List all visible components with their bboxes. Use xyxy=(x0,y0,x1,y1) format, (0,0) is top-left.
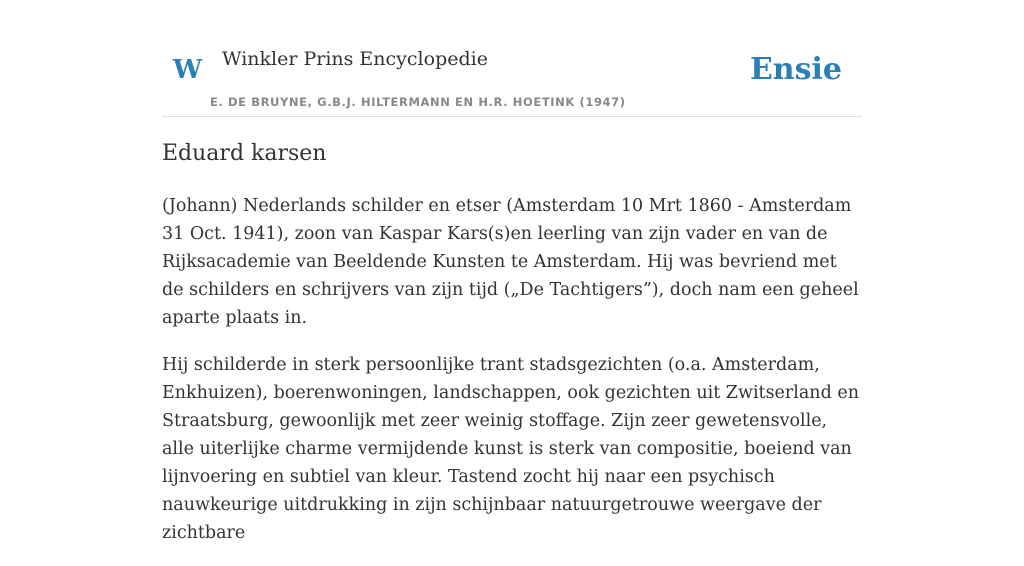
article-paragraph: Hij schilderde in sterk persoonlijke trant stadsgezichten (o.a. Amsterdam, Enkhuizen), boerenwoningen, landschappen, ook gezichten uit Zwitserland en Straatsburg, gewoonlijk met zeer weinig stoffage. Zijn zeer gewetensvolle, alle uiterlijke charme vermijdende kunst is sterk van compositie, boeiend van lijnvoering en subtiel van kleur. Tastend zocht hij naar een psychisch nauwkeurige uitdrukking in zijn schijnbaar natuurgetrouwe weergave der zichtbare xyxy=(162,355,859,543)
article xyxy=(162,136,862,566)
article-paragraph: (Johann) Nederlands schilder en etser (Amsterdam 10 Mrt 1860 - Amsterdam 31 Oct. 1941), zoon van Kaspar Kars(s)en leerling van zijn vader en van de Rijksacademie van Beeldende Kunsten te Amsterdam. Hij was bevriend met de schilders en schrijvers van zijn tijd („De Tachtigers”), doch nam een geheel aparte plaats in. xyxy=(162,196,859,328)
brand-link[interactable]: Ensie xyxy=(749,52,842,87)
site-logo[interactable]: W xyxy=(173,55,203,85)
authors-byline: E. DE BRUYNE, G.B.J. HILTERMANN EN H.R. HOETINK (1947) xyxy=(210,95,626,109)
site-title: Winkler Prins Encyclopedie xyxy=(222,48,488,70)
article-title: Eduard karsen xyxy=(162,141,327,166)
site-header xyxy=(162,0,862,117)
